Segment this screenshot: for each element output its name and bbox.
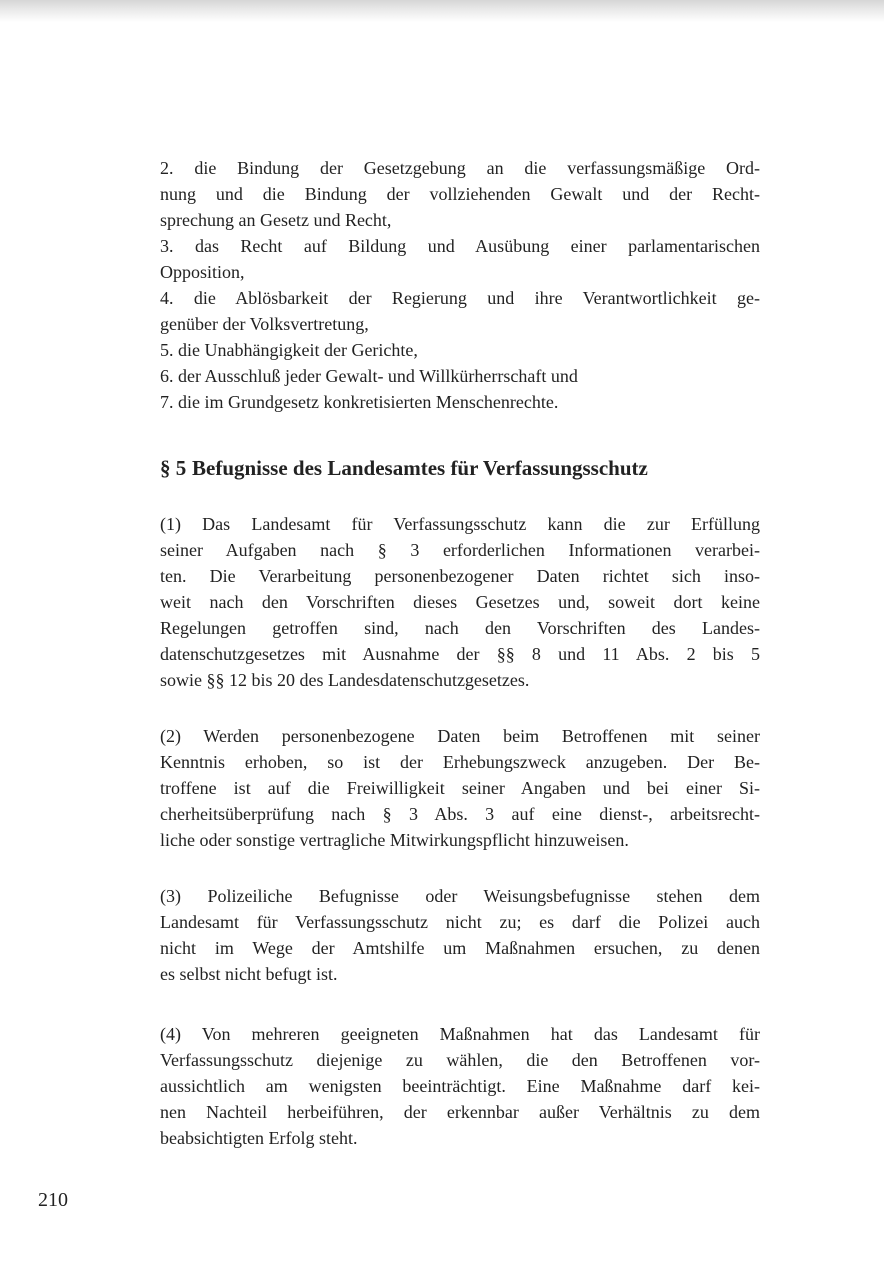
list-item [160,389,760,415]
paragraph-line: Verfassungsschutz diejenige zu wählen, die den Betroffenen vor- [160,1050,760,1070]
page-number: 210 [38,1189,68,1211]
paragraph-line: es selbst nicht befugt ist. [160,964,338,984]
list-item-line: 4. die Ablösbarkeit der Regierung und ihre Verantwortlichkeit ge- [160,288,760,308]
list-item-line: 2. die Bindung der Gesetzgebung an die verfassungsmäßige Ord- [160,158,760,178]
list-item-line: 3. das Recht auf Bildung und Ausübung einer parlamentarischen [160,236,760,256]
scan-edge-shadow [0,0,884,22]
paragraph-line: liche oder sonstige vertragliche Mitwirkungspflicht hinzuweisen. [160,830,629,850]
paragraph-line: Landesamt für Verfassungsschutz nicht zu; es darf die Polizei auch [160,912,760,932]
paragraph-1 [160,511,760,693]
list-item-line: genüber der Volksvertretung, [160,314,369,334]
list-item-line: nung und die Bindung der vollziehenden Gewalt und der Recht- [160,184,760,204]
paragraph-line: (2) Werden personenbezogene Daten beim Betroffenen mit seiner [160,726,760,746]
paragraph-line: troffene ist auf die Freiwilligkeit seiner Angaben und bei einer Si- [160,778,760,798]
section-title: Befugnisse des Landesamtes für Verfassungsschutz [192,456,648,480]
paragraph-line: cherheitsüberprüfung nach § 3 Abs. 3 auf eine dienst-, arbeitsrecht- [160,804,760,824]
list-item [160,155,760,233]
paragraph-line: nen Nachteil herbeiführen, der erkennbar außer Verhältnis zu dem [160,1102,760,1122]
list-item-line: 5. die Unabhängigkeit der Gerichte, [160,340,418,360]
section-number: § 5 [160,456,187,480]
list-item [160,233,760,285]
paragraph-line: nicht im Wege der Amtshilfe um Maßnahmen ersuchen, zu denen [160,938,760,958]
paragraph-line: ten. Die Verarbeitung personenbezogener Daten richtet sich inso- [160,566,760,586]
paragraph-line: Regelungen getroffen sind, nach den Vorschriften des Landes- [160,618,760,638]
list-item-line: 7. die im Grundgesetz konkretisierten Menschenrechte. [160,392,559,412]
paragraph-2 [160,723,760,853]
list-item [160,363,760,389]
list-item [160,337,760,363]
list-item-line: sprechung an Gesetz und Recht, [160,210,392,230]
paragraph-line: Kenntnis erhoben, so ist der Erhebungszweck anzugeben. Der Be- [160,752,760,772]
list-item-line: Opposition, [160,262,245,282]
list-item-line: 6. der Ausschluß jeder Gewalt- und Willkürherrschaft und [160,366,578,386]
paragraph-line: (3) Polizeiliche Befugnisse oder Weisungsbefugnisse stehen dem [160,886,760,906]
section-heading [160,456,648,481]
paragraph-line: beabsichtigten Erfolg steht. [160,1128,358,1148]
list-item [160,285,760,337]
paragraph-line: datenschutzgesetzes mit Ausnahme der §§ 8 und 11 Abs. 2 bis 5 [160,644,760,664]
paragraph-line: (4) Von mehreren geeigneten Maßnahmen hat das Landesamt für [160,1024,760,1044]
paragraph-line: aussichtlich am wenigsten beeinträchtigt. Eine Maßnahme darf kei- [160,1076,760,1096]
paragraph-4 [160,1021,760,1151]
paragraph-line: weit nach den Vorschriften dieses Gesetzes und, soweit dort keine [160,592,760,612]
enumeration-list [160,155,760,415]
paragraph-line: sowie §§ 12 bis 20 des Landesdatenschutzgesetzes. [160,670,530,690]
paragraph-3 [160,883,760,987]
paragraph-line: (1) Das Landesamt für Verfassungsschutz kann die zur Erfüllung [160,514,760,534]
paragraph-line: seiner Aufgaben nach § 3 erforderlichen Informationen verarbei- [160,540,760,560]
